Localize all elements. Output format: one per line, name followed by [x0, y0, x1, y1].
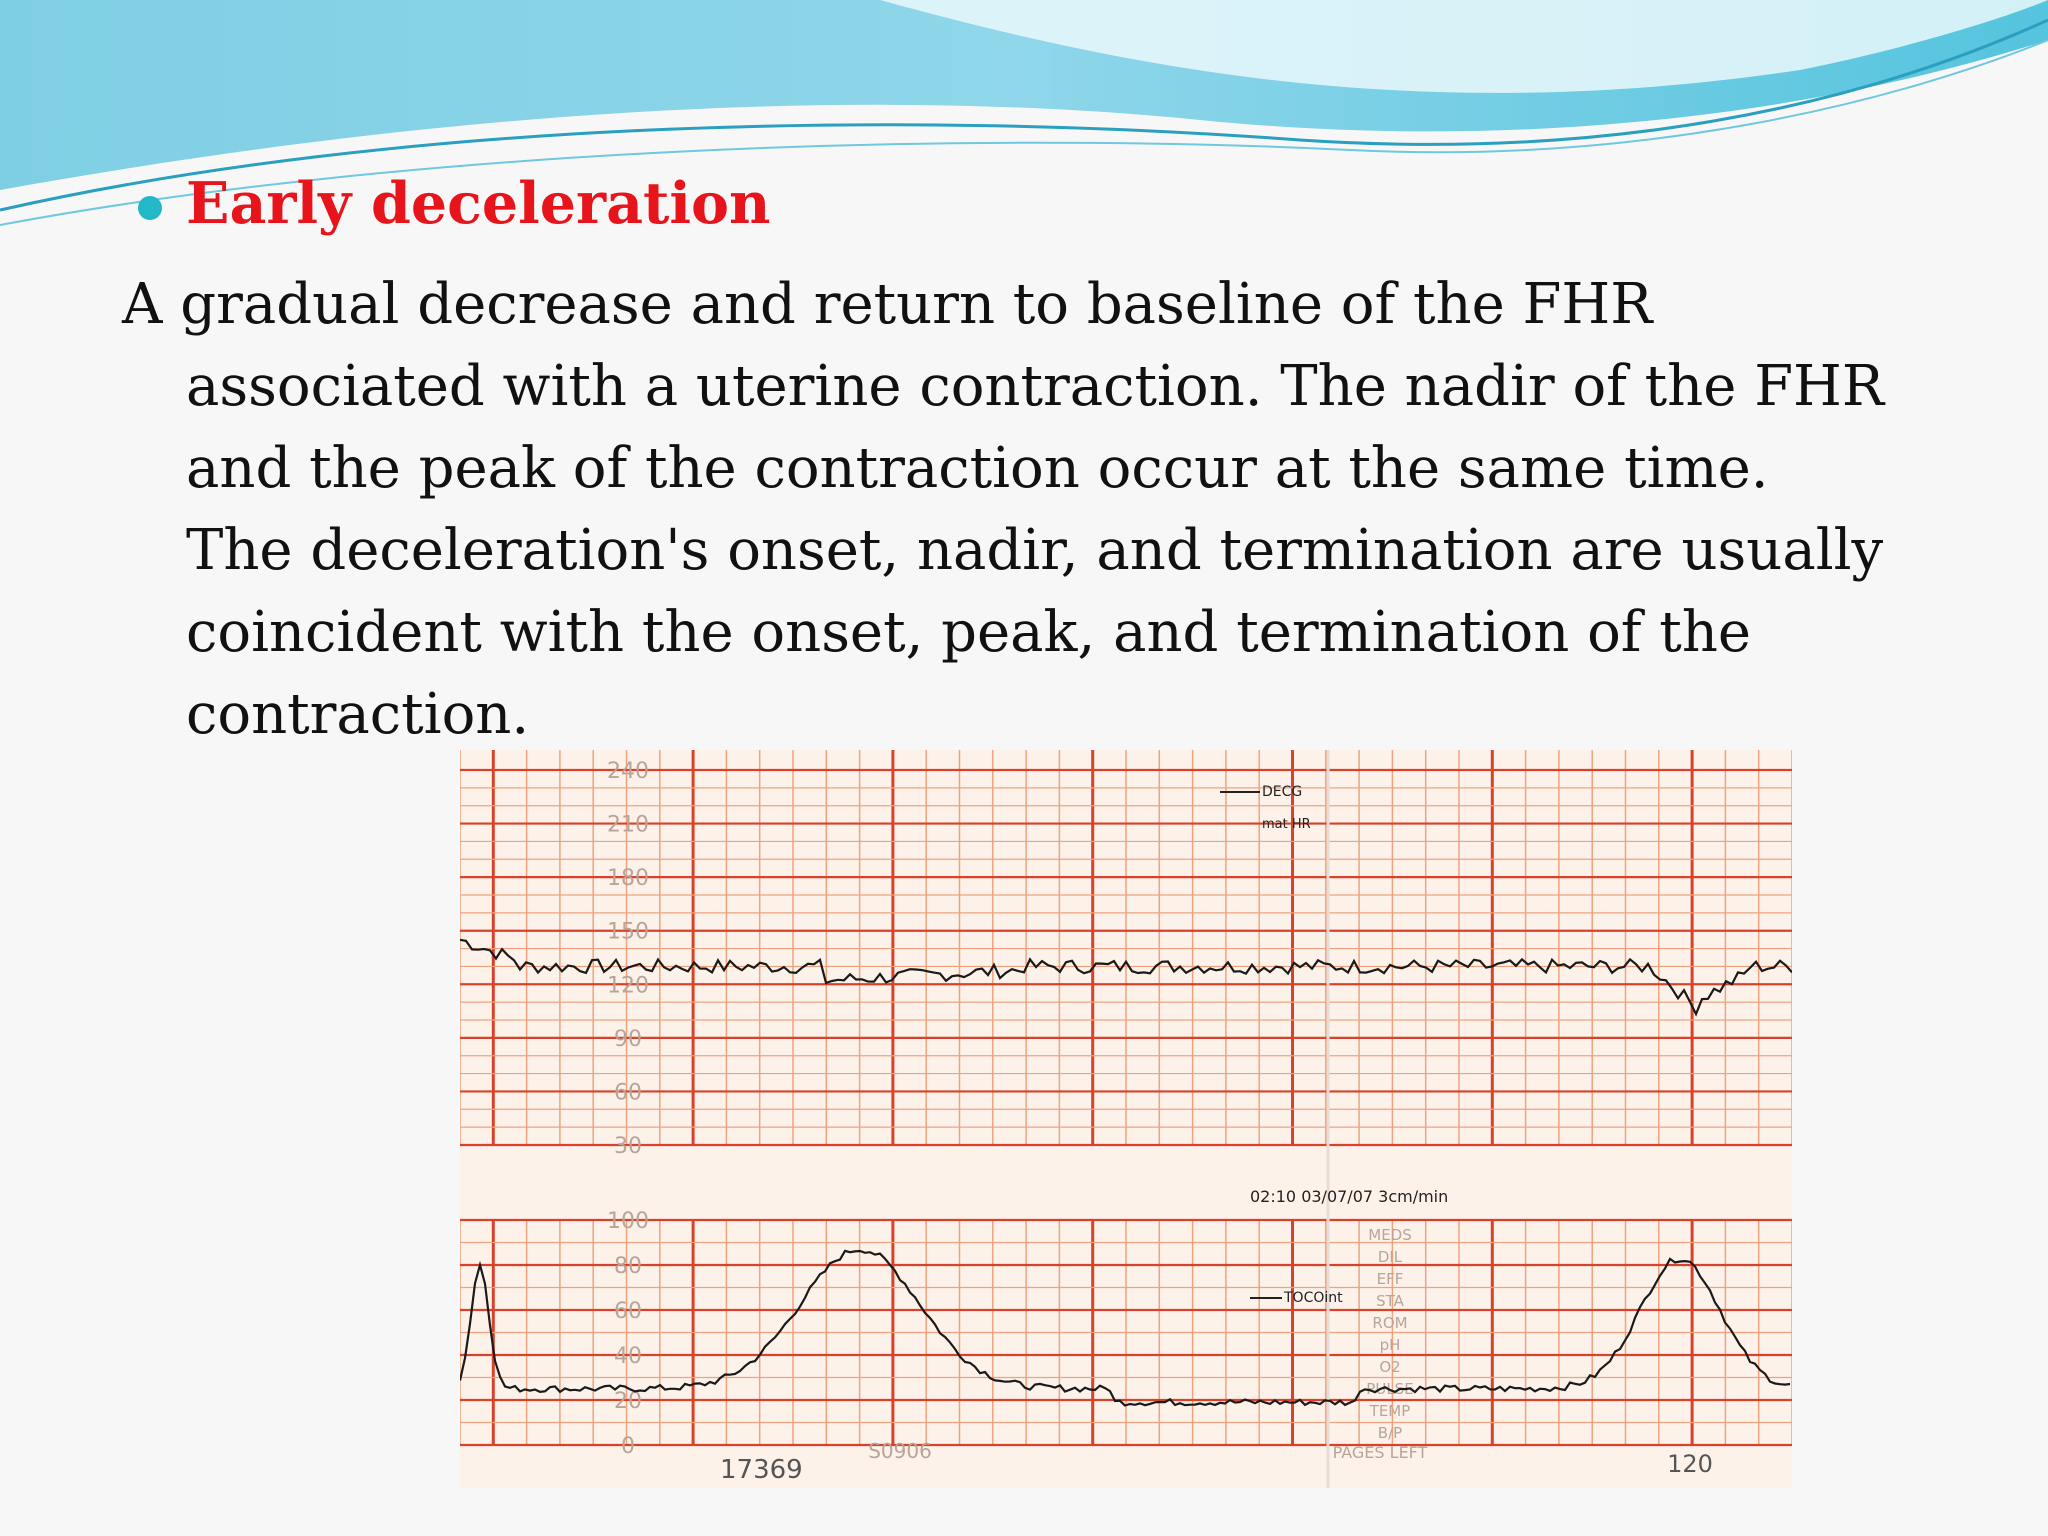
body-line: coincident with the onset, peak, and termination of the: [186, 600, 1752, 665]
body-line: contraction.: [186, 682, 530, 747]
body-line: associated with a uterine contraction. The nadir of the FHR: [186, 354, 1885, 419]
fhr-scale-label: 90: [614, 1026, 642, 1052]
fhr-legend-2: mat HR: [1262, 817, 1311, 832]
fhr-scale-label: 180: [607, 866, 649, 892]
pages-left-value: 120: [1667, 1450, 1713, 1478]
slide-body: [122, 264, 1982, 756]
strip-number: 17369: [720, 1455, 803, 1485]
side-label: EFF: [1376, 1270, 1404, 1288]
pages-left-label: PAGES LEFT: [1332, 1443, 1428, 1462]
side-label: STA: [1376, 1292, 1404, 1310]
side-label: B/P: [1377, 1424, 1403, 1442]
side-label: DIL: [1377, 1248, 1403, 1266]
side-label: MEDS: [1368, 1226, 1412, 1244]
toco-scale-label: 40: [614, 1344, 642, 1369]
side-label: O2: [1379, 1358, 1401, 1376]
body-line: and the peak of the contraction occur at the same time.: [186, 436, 1769, 501]
slide-heading: Early deceleration: [186, 170, 771, 237]
fhr-scale-label: 60: [614, 1080, 642, 1106]
body-line: A gradual decrease and return to baseline of the FHR: [122, 272, 1653, 337]
fhr-scale-label: 240: [607, 759, 649, 784]
toco-scale-label: 60: [614, 1299, 642, 1324]
side-label: pH: [1379, 1336, 1401, 1354]
serial-number: S0906: [868, 1439, 932, 1463]
bullet-icon: [138, 196, 162, 220]
ctg-strip-image: [460, 750, 1792, 1488]
body-line: The deceleration's onset, nadir, and termination are usually: [186, 518, 1884, 583]
fhr-scale-label: 30: [614, 1134, 642, 1159]
toco-scale-label: 100: [607, 1209, 649, 1234]
side-label: TEMP: [1369, 1402, 1411, 1420]
fhr-scale-label: 210: [607, 812, 649, 838]
side-label: ROM: [1372, 1314, 1408, 1332]
toco-scale-label: 20: [614, 1389, 642, 1414]
toco-legend: TOCOint: [1284, 1290, 1343, 1306]
fhr-scale-label: 120: [607, 973, 649, 999]
timestamp: 02:10 03/07/07 3cm/min: [1250, 1187, 1449, 1206]
fhr-scale-label: 150: [607, 919, 649, 945]
side-label: PULSE: [1366, 1380, 1414, 1398]
fhr-legend: DECG: [1262, 784, 1303, 800]
toco-scale-label: 80: [614, 1254, 642, 1279]
toco-scale-label: 0: [621, 1434, 635, 1459]
